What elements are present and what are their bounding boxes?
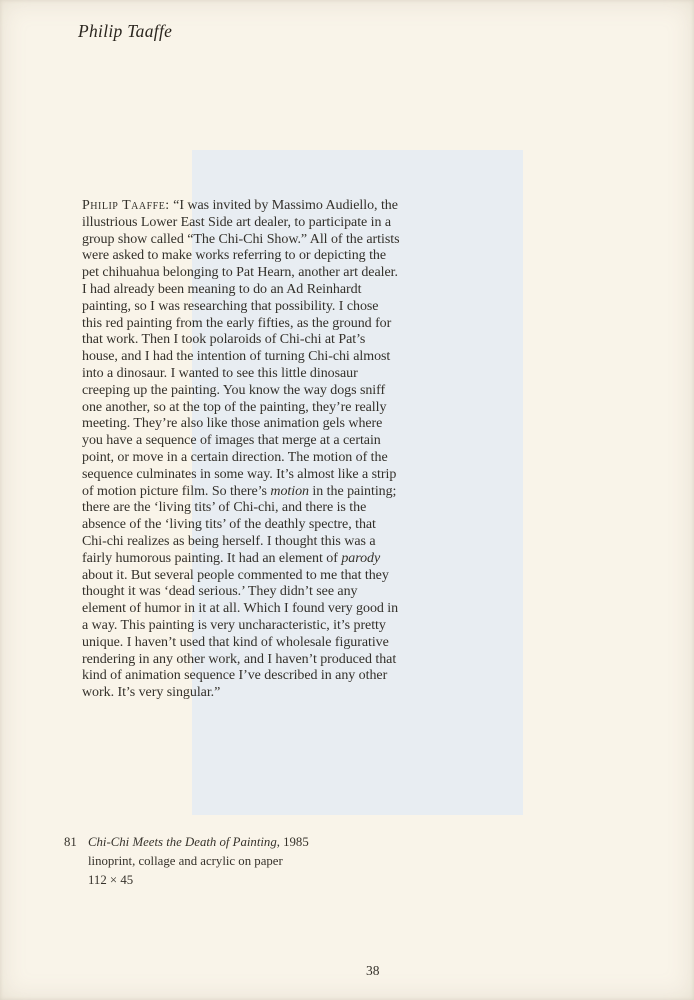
caption-year: , 1985 [276,835,309,849]
caption-medium: linoprint, collage and acrylic on paper [88,853,283,868]
artwork-caption [64,833,309,889]
quote-italic-motion: motion [270,483,309,499]
quote-text-2: in the painting; there are the ‘living tits’ of Chi-chi, and there is the absence of the ‘living tits’ of the deathly spectre, that Chi-chi realizes as being herself. I thought this was a fairly humorous painting. It had an element of [82,483,397,566]
artist-header: Philip Taaffe [78,21,173,41]
caption-title-line [64,833,309,852]
caption-title-wrap [88,835,309,849]
quote-block [82,198,400,702]
quote-text-1: “I was invited by Massimo Audiello, the illustrious Lower East Side art dealer, to participate in a group show called “The Chi-Chi Show.” All of the artists were asked to make works referring to or depicting the pet chihuahua belonging to Pat Hearn, another art dealer. I had already been meaning to do an Ad Reinhardt painting, so I was researching that possibility. I chose this red painting from the early fifties, as the ground for that work. Then I took polaroids of Chi-chi at Pat’s house, and I had the intention of turning Chi-chi almost into a dinosaur. I wanted to see this little dinosaur creeping up the painting. You know the way dogs sniff one another, so at the top of the painting, they’re really meeting. They’re also like those animation gels where you have a sequence of images that merge at a certain point, or move in a certain direction. The motion of the sequence culminates in some way. It’s almost like a strip of motion picture film. So there’s [82,198,400,499]
quote-speaker: Philip Taaffe: [82,198,170,213]
quote-paragraph [82,198,400,702]
page-number: 38 [366,963,380,978]
caption-dimensions: 112 × 45 [88,872,134,887]
caption-title: Chi-Chi Meets the Death of Painting [88,835,277,849]
quote-text-3: about it. But several people commented to me that they thought it was ‘dead serious.’ They didn’t see any element of humor in it at all. Which I found very good in a way. This painting is very uncharacteristic, it’s pretty unique. I haven’t used that kind of wholesale figurative rendering in any other work, and I haven’t produced that kind of animation sequence I’ve described in any other work. It’s very singular.” [82,567,399,701]
quote-italic-parody: parody [341,550,381,566]
caption-number: 81 [64,835,77,849]
